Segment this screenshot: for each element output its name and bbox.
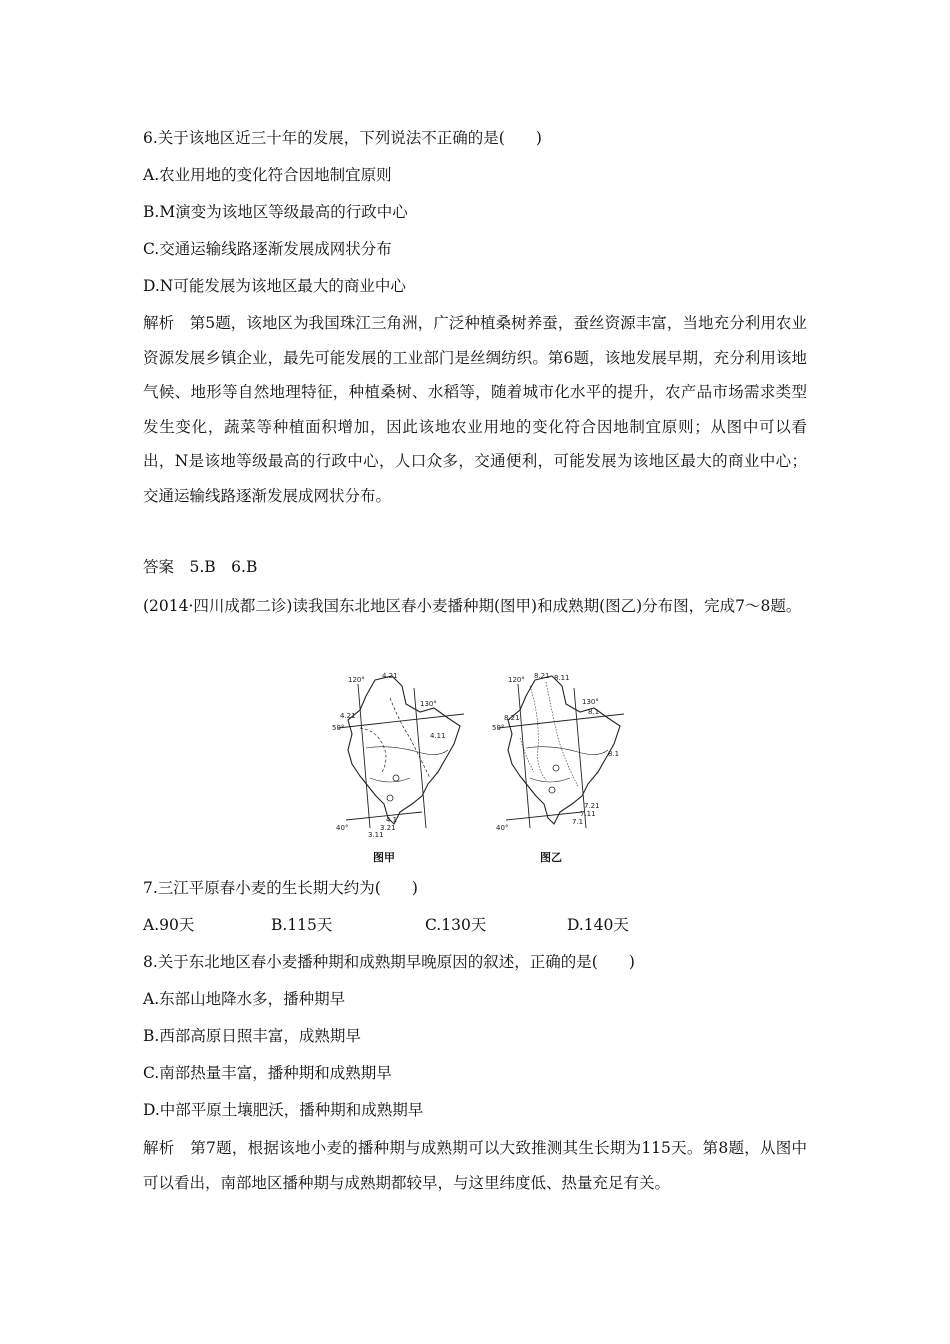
maturity-map	[490, 668, 630, 838]
label-411: 4.11	[430, 732, 446, 740]
q6-option-b: B.M演变为该地区等级最高的行政中心	[143, 203, 408, 221]
sowing-map	[330, 668, 470, 838]
q6-option-c: C.交通运输线路逐渐发展成网状分布	[143, 240, 392, 258]
label-40: 40°	[336, 824, 349, 832]
q8-option-b: B.西部高原日照丰富，成熟期早	[143, 1027, 361, 1045]
wheat-map-figure	[330, 668, 630, 868]
q8-option-d: D.中部平原土壤肥沃，播种期和成熟期早	[143, 1101, 424, 1119]
intro-7-8: (2014·四川成都二诊)读我国东北地区春小麦播种期(图甲)和成熟期(图乙)分布图，完成7～8题。	[143, 597, 802, 615]
q7-stem: 7.三江平原春小麦的生长期大约为( )	[143, 879, 418, 897]
q7-option-c: C.130天	[425, 916, 487, 934]
q7-option-b: B.115天	[271, 916, 333, 934]
caption-left: 图甲	[373, 851, 395, 864]
q8-option-a: A.东部山地降水多，播种期早	[143, 990, 346, 1008]
label-130: 130°	[582, 698, 599, 706]
label-81-north: 8.1	[588, 708, 600, 716]
q7-option-a: A.90天	[143, 916, 195, 934]
q8-stem: 8.关于东北地区春小麦播种期和成熟期早晚原因的叙述，正确的是( )	[143, 953, 635, 971]
label-711: 7.11	[580, 810, 596, 818]
q6-option-d: D.N可能发展为该地区最大的商业中心	[143, 277, 406, 295]
label-71: 7.1	[572, 818, 584, 826]
label-421-west: 4.21	[340, 712, 356, 720]
label-40: 40°	[496, 824, 509, 832]
label-321: 3.21	[380, 824, 396, 832]
q7-option-d: D.140天	[567, 916, 629, 934]
analysis-7-8: 解析 第7题，根据该地小麦的播种期与成熟期可以大致推测其生长期为115天。第8题，从图中可以看出，南部地区播种期与成熟期都较早，与这里纬度低、热量充足有关。	[143, 1139, 807, 1192]
label-721: 7.21	[584, 802, 600, 810]
label-81-east: 8.1	[608, 750, 620, 758]
caption-right: 图乙	[540, 851, 562, 864]
label-821-west: 8.21	[504, 714, 520, 722]
analysis-5-6: 解析 第5题，该地区为我国珠江三角洲，广泛种植桑树养蚕，蚕丝资源丰富，当地充分利用农业资源发展乡镇企业，最先可能发展的工业部门是丝绸纺织。第6题，该地发展早期，充分利用该地气候、地形等自然地理特征，种植桑树、水稻等，随着城市化水平的提升，农产品市场需求类型发生变化，蔬菜等种植面积增加，因此该地农业用地的变化符合因地制宜原则；从图中可以看出，N是该地等级最高的行政中心，人口众多，交通便利，可能发展为该地区最大的商业中心；交通运输线路逐渐发展成网状分布。	[143, 314, 807, 505]
label-130: 130°	[420, 700, 437, 708]
answer-5-6: 答案 5.B 6.B	[143, 558, 258, 576]
q6-option-a: A.农业用地的变化符合因地制宜原则	[143, 166, 392, 184]
label-421-top: 4.21	[382, 672, 398, 680]
q6-stem: 6.关于该地区近三十年的发展，下列说法不正确的是( )	[143, 129, 542, 147]
label-120: 120°	[508, 676, 525, 684]
q8-option-c: C.南部热量丰富，播种期和成熟期早	[143, 1064, 392, 1082]
label-821-top: 8.21	[534, 672, 550, 680]
label-811: 8.11	[554, 674, 570, 682]
label-311: 3.11	[368, 831, 384, 838]
label-41: 4.1	[386, 816, 398, 824]
label-50: 50°	[332, 724, 345, 732]
label-50: 50°	[492, 724, 505, 732]
label-120: 120°	[348, 676, 365, 684]
